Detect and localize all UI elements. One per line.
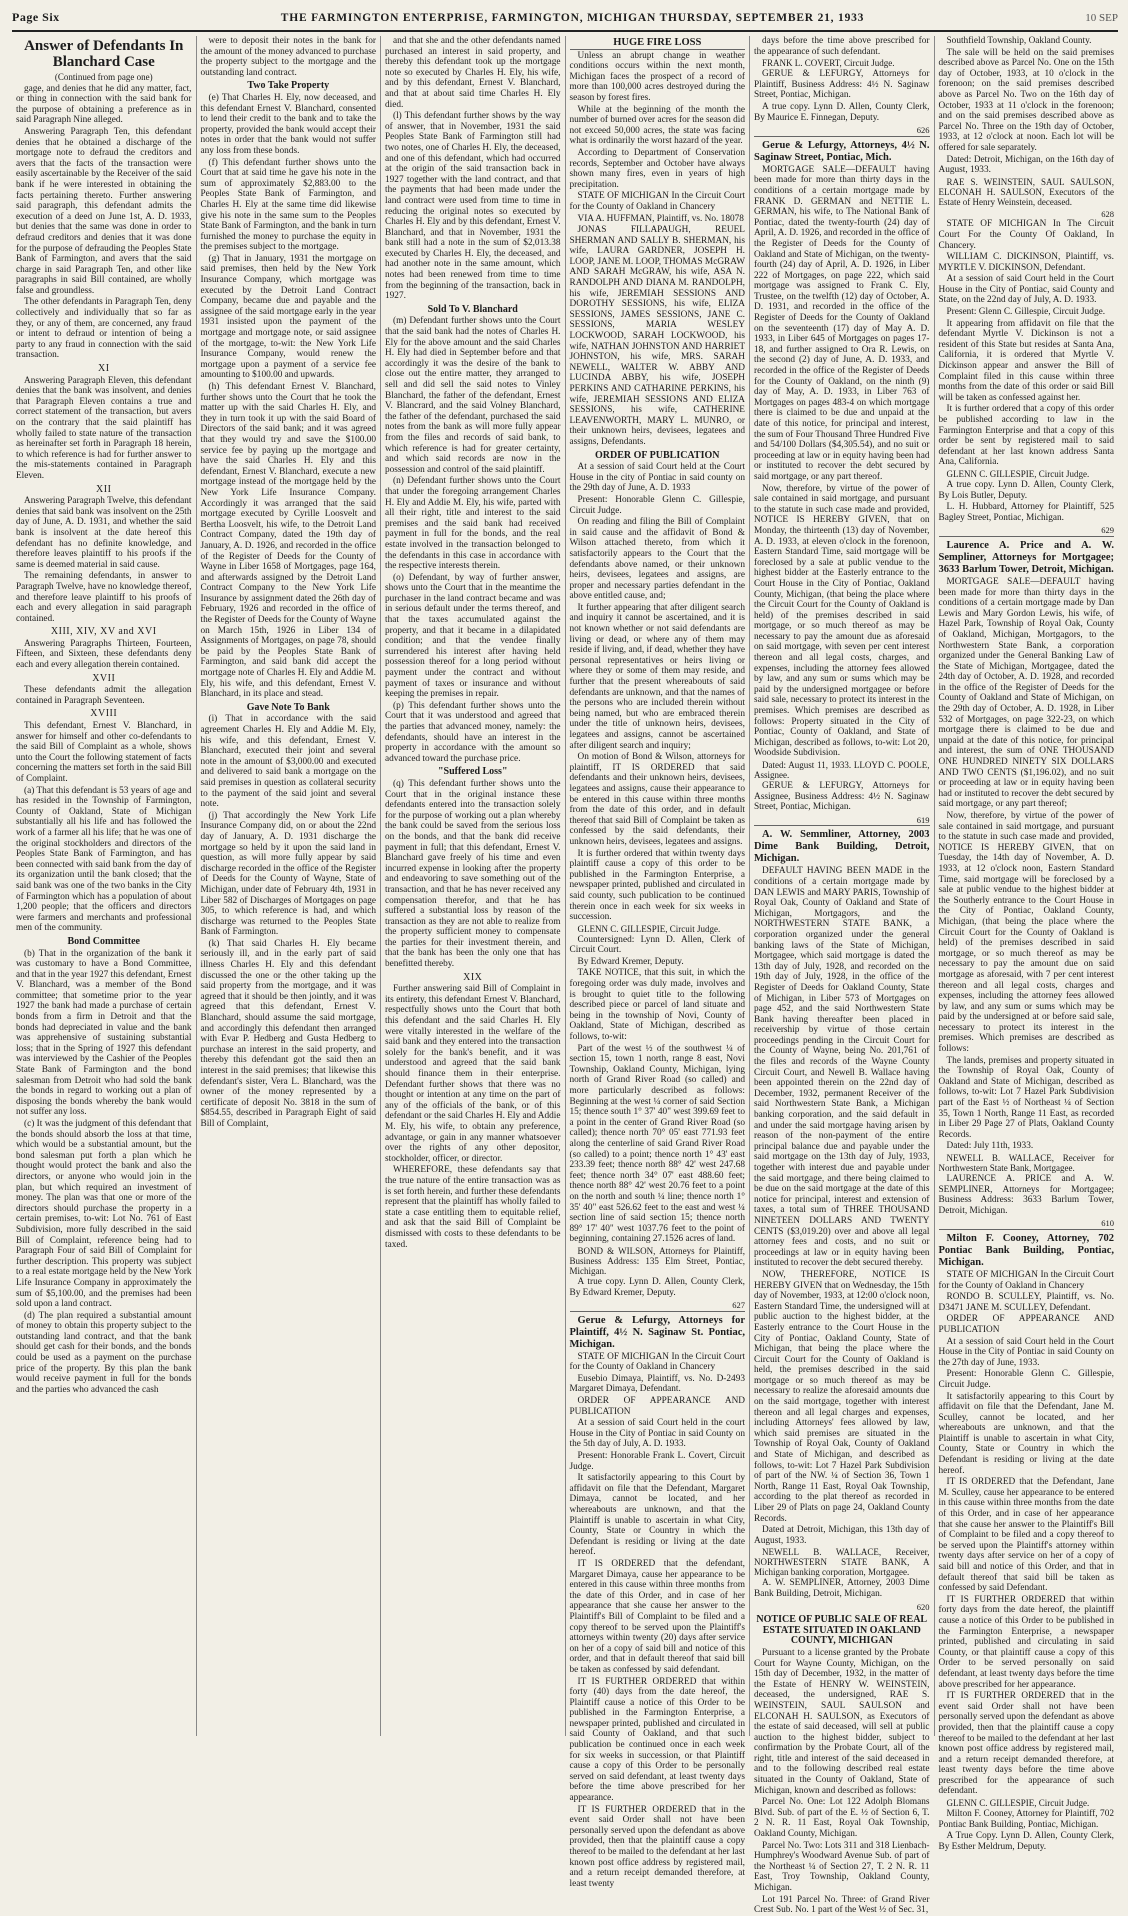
subheading: ORDER OF PUBLICATION: [595, 449, 720, 461]
article-continued-line: (Continued from page one): [54, 72, 153, 82]
column-1: [12, 36, 196, 1736]
paragraph: It further appearing that after diligent search and inquiry it cannot be ascertained, and it is not known whether or not said defendants are living or dead, or where any of them may reside if living, and, if dead, whether they have personal representatives or heirs living or where they or some of them may reside, and further that the present whereabouts of said defendants are unknown, and that the names of the persons who are included therein without being named, but who are embraced therein under the title of unknown heirs, devisees, legatees and assigns, cannot be ascertained after diligent search and inquiry;: [569, 602, 745, 751]
paragraph: IT IS FURTHER ORDERED that within forty days from the date hereof, the plaintiff cause a notice of this Order to be published in the Farmington Enterprise, a newspaper printed, published and circulating in said County, or that plaintiff cause a copy of this Order to be served personally on said defendant, at least twenty days before the time above prescribed for her appearance.: [938, 1594, 1114, 1690]
paragraph: (j) That accordingly the New York Life Insurance Company did, on or about the 22nd day of January, A. D. 1931 discharge the mortgage so held by it upon the said land in question, as will more fully appear by said discharge recorded in the office of the Register of Deeds for the County of Wayne, State of Michigan, under date of February 4th, 1931 in Liber 582 of Discharges of Mortgages on page 305, to which reference is had, and which discharge was returned to the Peoples State Bank of Farmington.: [200, 810, 376, 938]
paragraph-group: [16, 639, 192, 671]
paragraph: (a) That this defendant is 53 years of age and has resided in the Township of Farmington, County of Oakland, State of Michigan substantially all his life and has followed the work of a farmer all his life; that he was one of the original stockholders and directors of the Peoples State Bank of Farmington, and has been connected with said bank from the day of its organization until the bank closed; that the said bank was one of the two banks in the City of Farmington which has a population of about 1,200 people; that the officers and directors were farmers and merchants and professional men of the community.: [16, 785, 192, 934]
paragraph-group: [570, 462, 746, 923]
paragraph: STATE OF MICHIGAN In the Circuit Court for the County of Oakland in Chancery: [569, 1351, 745, 1373]
paragraph: VIA A. HUFFMAN, Plaintiff, vs. No. 18078: [577, 213, 744, 224]
column-3: [380, 36, 565, 1736]
paragraph: The other defendants in Paragraph Ten, deny collectively and individually that so far as they, or any of them, are concerned, any fraud or intent to defraud or intention of being a party to any fraud in connection with the said transaction.: [16, 297, 192, 361]
paragraph: Parcel No. One: Lot 122 Adolph Blomans Blvd. Sub. of part of the E. ½ of Section 6, T. 2 N. R. 11 East, Royal Oak Township, Oakland County, Michigan.: [754, 1797, 930, 1840]
paragraph-group: [16, 496, 192, 624]
paragraph-group: [201, 36, 377, 78]
paragraph: IT IS FURTHER ORDERED that in the event said Order shall not have been personally served upon the defendant as above provided, then that the plaintiff cause a copy thereof to be mailed to the defendant at her last known post office address by registered mail, and a return receipt demanded therefore, at least twenty: [569, 1804, 745, 1889]
paragraph-group: [385, 316, 561, 764]
paragraph-group: [201, 714, 377, 1129]
paragraph: gage, and denies that he did any matter, fact, or thing in connection with the said bank for the purpose of obtaining a preference as in said Paragraph Nine alleged.: [16, 83, 192, 126]
paragraph: Pursuant to a license granted by the Probate Court for Wayne County, Michigan, on the 15th day of December, 1932, in the matter of the Estate of HENRY W. WEINSTEIN, deceased, the undersigned, RAE S. WEINSTEIN, SAUL SAULSON and ELCONAH H. SAULSON, as Executors of the estate of said deceased, will sell at public auction to the highest bidder, subject to confirmation by the Probate Court, all of the right, title and interest of the said deceased in and to the following described real estate situated in the County of Oakland, State of Michigan, known and described as follows:: [754, 1647, 930, 1796]
paragraph: Further answering said Bill of Complaint in its entirety, this defendant Ernest V. Blanchard, respectfully shows unto the Court that both this defendant and the said Charles H. Ely were vitally interested in the welfare of the said bank and they entered into the transaction solely for the bank's benefit, and it was understood and agreed that the said bank should finance them in their enterprise. Defendant further shows that there was no thought or intention at any time on the part of any of the officials of the bank, or of this defendant or the said Charles H. Ely and Addie M. Ely, his wife, to obtain any preference, advantage, or gain in any manner whatsoever over the rights of any other depositor, stockholder, officer, or director.: [385, 984, 561, 1164]
paragraph-group: [16, 376, 192, 482]
paragraph: On reading and filing the Bill of Complaint in said cause and the affidavit of Bond & Wilson attached thereto, from which it satisfactorily appears to the Court that the defendants above named, or their unknown heirs, devisees, legatees and assigns, are proper and necessary parties defendant in the above entitled cause, and;: [569, 517, 745, 602]
signature-line: NEWELL B. WALLACE, Receiver for Northwestern State Bank, Mortgagee.: [938, 1153, 1114, 1173]
paragraph: and that she and the other defendants named purchased an interest in said property, and thereby this defendant took up the mortgage note so executed by Charles H. Ely, his wife, and by this defendant, Ernest V. Blanchard, and that at about said time Charles H. Ely died.: [385, 36, 561, 110]
paragraph: RONDO B. SCULLEY, Plaintiff, vs. No. D3471 JANE M. SCULLEY, Defendant.: [938, 1292, 1114, 1313]
paragraph: At a session of said Court held in the court House in the City of Pontiac in said County on the 5th day of July, A. D. 1933.: [569, 1418, 745, 1450]
subheading: Sold To V. Blanchard: [427, 303, 518, 315]
legal-notice: [939, 219, 1115, 468]
paragraph: Now, therefore, by virtue of the power of sale contained in said mortgage, and pursuant to the statute in such case made and provided, NOTICE IS HEREBY GIVEN, that on Tuesday, the 14th day of November, A. D. 1933, at 12 o'clock noon, Eastern Standard Time, said mortgage will be foreclosed by a sale at public vendue to the highest bidder at the Southerly entrance to the Court House in the City of Pontiac, Oakland County, Michigan, (that being the place where the Circuit Court for the County of Oakland is held) of the premises described in said mortgage, or so much thereof as may be necessary to pay the amount due on said mortgage as aforesaid, with 7 per cent interest thereon and all legal costs, charges and expenses, including the attorney fees allowed by law, and any sum or sums which may be paid by the undersigned at or before said sale, necessary to protect its interest in the premises. Which premises are described as follows:: [938, 811, 1114, 1055]
subheading: Bond Committee: [67, 935, 140, 947]
paragraph: The sale will be held on the said premises described above as Parcel No. One on the 15th day of October, 1933, at 10 o'clock in the forenoon; on the said premises described above as Parcel No. Two on the 16th day of October, 1933 at 11 o'clock in the forenoon; and on the said premises described above as Parcel No. Three on the 19th day of October, 1933, at 12 o'clock at noon. Each lot will be offered for sale separately.: [938, 47, 1114, 153]
page-number: Page Six: [12, 10, 60, 24]
subheading: Two Take Property: [247, 80, 330, 92]
paragraph: It is further ordered that a copy of this order be published according to law in the Farmington Enterprise and that a copy of this order be sent by registered mail to said defendant at her last known address Santa Ana, California.: [938, 404, 1114, 468]
paragraph: IT IS FURTHER ORDERED that in the event said Order shall not have been personally served upon the defendant as above provided, then that the plaintiff cause a copy thereof to be mailed to the defendant at her last known post office address by registered mail, and a return receipt demanded therefore, at least twenty days before the time above prescribed for the appearance of such defendant.: [938, 1691, 1114, 1797]
paragraph-group: [16, 949, 192, 1396]
paragraph-group: [570, 935, 746, 1245]
paragraph: These defendants admit the allegation contained in Paragraph Seventeen.: [16, 685, 192, 706]
section-numeral: XII: [96, 483, 112, 495]
paragraph: Answering Paragraph Ten, this defendant denies that he obtained a discharge of the mortgage note to defraud the creditors and avers that the facts of the transaction were easily ascertainable by the Receiver of the said bank if he were interested in obtaining the facts pertaining thereto. Further answering said paragraph, this defendant admits the execution of a deed on June 1st, A. D. 1933, but denies that the same was done in order to defraud creditors and denies that it was done for the purpose of defrauding the Peoples State Bank of Farmington, and avers that the said charge in said Paragraph Ten, and other like paragraphs in said Bill contained, are wholly false and groundless.: [16, 126, 192, 296]
paragraph: (m) Defendant further shows unto the Court that the said bank had the notes of Charles H. Ely for the above amount and the said Charles H. Ely had died in September before and that accordingly it was the desire of the bank to close out the entire matter, they arranged to sell and did sell the said notes to Vinley Blanchard, the father of the defendant, Ernest V. Blancrard, and the said Volney Blanchard, the father of the defendant, purchased the said notes from the bank as will more fully appear from the files and records of said bank, to which reference is had for greater certainty, and which said records are now in the possession and control of the said plaintiff.: [385, 316, 561, 475]
paragraph: NOW, THEREFORE, NOTICE IS HEREBY GIVEN that on Wednesday, the 15th day of November, 1933, at 12:00 o'clock noon, Eastern Standard Time, the undersigned will at public auction to the highest bidder, at the Easterly entrance to the Court House in the City of Pontiac, Oakland County, State of Michigan, that being the place where the Circuit Court for the County of Oakland is held, the premises described in the said mortgage or so much thereof as may be necessary to realize the aforesaid amounts due on the said mortgage, together with interest thereon and all legal charges and expenses, including Attorneys' fees allowed by law, which said premises are situated in the Township of Royal Oak, County of Oakland and State of Michigan, and described as follows, to-wit: Lot 7 Hazel Park Subdivision of part of the NW. ¼ of Section 36, Town 1 North, Range 11 East, Royal Oak Township, according to the plat thereof as recorded in Liber 29 of Plats on page 24, Oakland County Records.: [754, 1269, 930, 1524]
signature-line: NEWELL B. WALLACE, Receiver, NORTHWESTERN STATE BANK, A Michigan banking corporation, Mortgagee.: [754, 1547, 930, 1578]
paragraph: (e) That Charles H. Ely, now deceased, and this defendant Ernest V. Blanchard, consented to lend their credit to the bank and to take the property, provided the bank would accept their notes in order that the bank would not suffer any loss from these bonds.: [200, 92, 376, 156]
archive-stamp: 10 SEP: [1085, 12, 1118, 24]
paragraph: Present: Glenn C. Gillespie, Circuit Judge.: [946, 307, 1106, 318]
section-numeral: XVII: [92, 672, 116, 684]
attorney-heading: Gerue & Lefurgy, Attorneys, 4½ N. Saginaw Street, Pontiac, Mich.: [754, 136, 930, 164]
news-headline: HUGE FIRE LOSS: [570, 38, 746, 50]
paragraph: Present: Honorable Frank L. Covert, Circuit Judge.: [569, 1451, 745, 1472]
paragraph: (k) That said Charles H. Ely became seriously ill, and in the early part of said illness Charles H. Ely and this defendant discussed the one or the other taking up the said property from the mortgage, and it was agreed that it should be then jointly, and it was agreed that this defendant, Ernest V. Blanchard, should assume the said mortgage, and accordingly this defendant then arranged with Evar P. Hedberg and Gusta Hedberg to purchase an interest in the said property, and thereby this defendant got the said then an interest in the said premises; that likewise this defendant's sister, Vera L. Blanchard, was the owner of the money represented by a certificate of deposit No. 3818 in the sum of $854.55, described in Paragraph Eight of said Bill of Complaint,: [200, 938, 376, 1129]
paragraph: were to deposit their notes in the bank for the amount of the money advanced to purchase the property subject to the mortgage and the outstanding land contract.: [200, 36, 376, 78]
paragraph: Now, therefore, by virtue of the power of sale contained in said mortgage, and pursuant to the statute in such case made and provided, NOTICE IS HEREBY GIVEN, that on Monday, the thirteenth (13) day of November, A. D. 1933, at eleven o'clock in the forenoon, Eastern Standard Time, said mortgage will be foreclosed by a sale at public vendue to the highest bidder at the Easterly entrance to the Court House in the City of Pontiac, Oakland County, Michigan, (that being the place where the Circuit Court for the County of Oakland is held) of the premises described in said mortgage, or so much thereof as may be necessary to pay the amount due as aforesaid on said mortgage, with seven per cent interest thereon and all legal costs, charges, and expenses, including the attorney fees allowed by law, and any sum or sums which may be paid by the undersigned mortgagee or before said sale, necessary to protect its interest in the premises. Which premises are described as follows: Property situated in the City of Pontiac, County of Oakland, and State of Michigan, described as follows, to-wit: Lot 20, Woodside Subdivision.: [754, 483, 930, 759]
paragraph-group: [16, 685, 192, 706]
paragraph: (f) This defendant further shows unto the Court that at said time he gave his note in the sum of approximately $2,883.00 to the Peoples State Bank of Farmington, and Charles H. Ely at the same time did likewise give his note in the same sum to the Peoples State Bank of Farmington, and the bank in turn furnished the money to purchase the equity in the premises subject to the mortgage.: [200, 157, 376, 253]
paragraph: Countersigned: Lynn D. Allen, Clerk of Circuit Court.: [569, 934, 745, 956]
paragraph: At a session of said Court held at the Court House in the city of Pontiac in said county on the 29th day of June, A. D. 1933: [569, 462, 745, 494]
paragraph-group: [385, 984, 561, 1250]
paragraph: MORTGAGE SALE—DEFAULT having been made for more than thirty days in the conditions of a certain mortgage made by FRANK D. GERMAN and NETTIE L. GERMAN, his wife, to The National Bank of Pontiac, dated the twenty-fourth (24) day of April, A. D. 1926, and recorded in the office of the Register of Deeds for the County of Oakland and State of Michigan, on the twenty-fourth (24) day of April, A. D. 1926, in Liber 222 of Mortgages, on page 222, which said mortgage was assigned to Frank C. Ely, Trustee, on the twelfth (12) day of October, A. D. 1931, and recorded in the office of the Register of Deeds for the County of Oakland on the seventeenth (17) day of May A. D. 1933, in Liber 645 of Mortgages on pages 17-18, and further assigned to Ora R. Lewis, on the second (2) day of June, A. D. 1933, and recorded in the office of the Register of Deeds for the County of Oakland, on the ninth (9) day of May, A. D. 1933, in Liber 763 of Mortgages on pages 483-4 on which mortgage there is claimed to be due and unpaid at the date of this notice, for principal and interest, the sum of Four Thousand Three Hundred Five and 54/100 Dollars ($4,305.54), and no suit or proceeding at law or in equity having been had or instituted to recover the debt secured by said mortgage, or any part thereof.: [754, 164, 930, 482]
paragraph: Dated: July 11th, 1933.: [946, 1141, 1034, 1152]
paragraph: (h) This defendant Ernest V. Blanchard, further shows unto the Court that he took the matter up with the said Charles H. Ely, and they in turn took it up with the said Board of Directors of the said bank; and it was agreed that they would try and save the $100.00 service fee by paying up the mortgage and have the said Charles H. Ely and this defendant, Ernest V. Blanchard, execute a new mortgage instead of the mortgage held by the New York Life Insurance Company. Accordingly it was arranged that the said mortgage executed by Cyrille Loosvelt and Bertha Loosvelt, his wife, to the Detroit Land Contract Company, dated the 19th day of January, A. D. 1926, and recorded in the office of the Register of Deeds for the County of Wayne in Liber 1658 of Mortgages, page 164, and afterwards assigned by the Detroit Land Contract Company to the New York Life Insurance by assignment dated the 26th day of February, 1926 and recorded in the office of the Register of Deeds for the County of Wayne on March 15th, 1926 in Liber 134 of Assignments of Mortgages, on page 78, should be paid by the Peoples State Bank of Farmington, and said bank did accept the mortgage note of Charles H. Ely and Addie M. Ely, his wife, and this defendant, Ernest V. Blanchard, in its place and stead.: [200, 382, 376, 700]
signature-line: BOND & WILSON, Attorneys for Plaintiff, Business Address: 135 Elm Street, Pontiac, Michigan.: [569, 1245, 745, 1276]
paragraph: A true copy. Lynn D. Allen, County Clerk, By Lois Butler, Deputy.: [938, 479, 1114, 501]
paragraph-group: [16, 721, 192, 934]
paragraph-group: [939, 480, 1115, 523]
paragraph: (g) That in January, 1931 the mortgage on said premises, then held by the New York Insurance Company, which mortgage was executed by the Detroit Land Contract Company, became due and payable and the assignee of the said mortgage early in the year 1931 insisted upon the payment of the mortgage and mortgage note, or said assignee of the mortgage, to-wit: the New York Life Insurance Company, would renew the mortgage upon a payment of a service fee amounting to $100.00 and upwards.: [200, 253, 376, 381]
paragraph: (i) That in accordance with the said agreement Charles H. Ely and Addie M. Ely, his wife, and this defendant, Ernest V. Blanchard, executed their joint and several note in the amount of $3,000.00 and executed and delivered to said bank a mortgage on the said premises in question as collateral security to the payment of the said joint and several note.: [200, 714, 376, 810]
paragraph-group: [939, 1174, 1115, 1216]
notice-number: 628: [1101, 208, 1114, 219]
paragraph: Answering Paragraph Twelve, this defendant denies that said bank was insolvent on the 25th day of June, A. D. 1931, and whether the said bank is insolvent at the date hereof this defendant has no definite knowledge, and therefore leaves plaintiff to his proofs if the same is deemed material in said cause.: [16, 496, 192, 570]
attorney-heading: Laurence A. Price and A. W. Sempliner, Attorneys for Mortgagee; 3633 Barlum Tower, Detroit, Michigan.: [939, 536, 1115, 576]
column-4: [565, 36, 750, 1889]
legal-notice: [570, 1352, 746, 1890]
paragraph: (q) This defendant further shows unto the Court that in the original instance these defendants entered into the transaction solely for the purpose of working out a plan whereby the bank could be saved from the serious loss on the bonds, and that the bank did receive payment in full; that this defendant, Ernest V. Blanchard gave freely of his time and even incurred expense in looking after the property and endeavoring to save something out of the transaction, and that he has never received any compensation therefor, and that he has suffered a substantial loss by reason of the transaction as they are not able to realize from the property sufficient money to compensate the parties for their investment therein, and that the bank has been the only one that has benefitted thereby.: [385, 778, 561, 970]
signature-line: GLENN C. GILLESPIE, Circuit Judge.: [946, 1798, 1090, 1809]
paragraph-group: [754, 781, 930, 813]
paragraph: By Edward Kremer, Deputy.: [577, 956, 684, 967]
article-headline: Answer of Defendants In Blanchard Case: [24, 38, 184, 70]
notice-number: 619: [916, 814, 930, 825]
paragraph-group: [754, 1648, 930, 1916]
paragraph: Dated at Detroit, Michigan, this 13th day of August, 1933.: [754, 1525, 930, 1546]
paragraph: (p) This defendant further shows unto the Court that it was understood and agreed that the parties that advanced money, namely: the defendants, should have an interest in the property in accordance with the amount so advanced toward the purchase price.: [385, 700, 561, 764]
paragraph-group: [939, 36, 1115, 176]
paragraph: This defendant, Ernest V. Blanchard, in answer for himself and other co-defendants to the said Bill of Complaint as a whole, shows unto the Court the following statement of facts concerning the matters set forth in the said Bill of Complaint.: [16, 721, 192, 784]
paragraph: Part of the west ½ of the southwest ¼ of section 15, town 1 north, range 8 east, Novi Township, Oakland County, Michigan, lying north of Grand River Road (so called) and more particularly described as follows: Beginning at the west ¼ corner of said Section 15; thence south 1° 37' 40" west 399.69 feet to a point in the center of Grand River Road (so called); thence north 70° 05' east 771.93 feet along the centerline of said Grand River Road (so called) to a point; thence north 1° 43' east 233.39 feet; thence north 88° 42' west 247.68 feet; thence north 34° 07' east 488.60 feet; thence north 88° 42' west 20.76 feet to a point on the north and south ¼ line; thence north 1° 35' 40" east 526.62 feet to the east and west ¼ section line of said section 15; thence north 89° 17' 40" west 1037.76 feet to the point of beginning, containing 27.1526 acres of land.: [569, 1043, 745, 1245]
paragraph: TAKE NOTICE, that this suit, in which the foregoing order was duly made, involves and is brought to quiet title to the following described piece or parcel of land situate and being in the township of Novi, County of Oakland, State of Michigan, described as follows, to-wit:: [569, 968, 745, 1043]
notice-number: 626: [916, 125, 930, 136]
paragraph: STATE OF MICHIGAN In the Circuit Court for the County of Oakland in Chancery: [938, 1269, 1114, 1291]
subheading: Gave Note To Bank: [246, 701, 330, 713]
paragraph: It satisfactorily appearing to this Court by affidavit on file that the Defendant, Jane M. Sculley, cannot be located, and her whereabouts are unknown, and that the Plaintiff is unable to ascertain in what City, County, State or Country in which the Defendant is residing or living at the date hereof.: [938, 1391, 1114, 1476]
section-numeral: XI: [97, 363, 110, 375]
section-numeral: XVIII: [90, 708, 118, 720]
paragraph: (c) It was the judgment of this defendant that the bonds should absorb the loss at that time, which would be a substantial amount, but the bond salesman put forth a plan which he thought would protect the bank and also the directors, or anyone who would join in the plan, but which required an investment of money. The plan was that one or more of the directors should purchase the property in a certain premises, to-wit: Lot No. 761 of East Subdivision, more fully described in the said Bill of Complaint, reference being had to Paragraph Four of said Bill of Complaint for further description. This property was subject to a real estate mortgage held by the New York Life Insurance Company in approximately the sum of $5,100.00, and the premises had been sold upon a land contract.: [16, 1119, 192, 1310]
paragraph-group: [570, 51, 746, 191]
paragraph-group: [201, 93, 377, 700]
paragraph: It satisfactorily appearing to this Court by affidavit on file that the Defendant, Margaret Dimaya, cannot be located, and her whereabouts are unknown, and that the Plaintiff is unable to ascertain in what City, County, State or Country in which the Defendant is residing or living at the date hereof.: [569, 1473, 745, 1558]
paragraph: IT IS ORDERED that the defendant, Margaret Dimaya, cause her appearance to be entered in this cause within three months from the date of this Order, and in case of her appearance that she cause her answer to the Plaintiff's Bill of Complaint to be filed and a copy thereof to be served upon the Plaintiff's attorneys within twenty (20) days after service on her of a copy of said bill and notice of this order, and that in default thereof that said bill be taken as confessed by said defendant.: [569, 1558, 745, 1675]
signature-line: GLENN C. GILLESPIE, Circuit Judge.: [577, 923, 721, 934]
paragraph: Parcel No. Two: Lots 311 and 318 Lienbach-Humphrey's Woodward Avenue Sub. of part of the Northeast ¼ of Section 27, T. 2 N. R. 11 East, Troy Township, Oakland County, Michigan.: [754, 1840, 930, 1893]
paragraph-group: [754, 69, 930, 123]
signature-line: GLENN C. GILLESPIE, Circuit Judge.: [946, 468, 1090, 479]
paragraph-group: [385, 779, 561, 970]
paragraph: MORTGAGE SALE—DEFAULT having been made for more than thirty days in the conditions of a certain mortgage made by Dan Lewis and Mary Gordon Lewis, his wife, of Hazel Park, Township of Royal Oak, County of Oakland, Michigan, Mortgagors, to the Northwestern State Bank, a corporation organized under the General Banking Law of the State of Michigan, Mortgagee, dated the 24th day of October, A. D. 1928, and recorded in the office of the Register of Deeds for the County of Oakland and State of Michigan, on the 29th day of October, A. D. 1928, in Liber 532 of Mortgages, on page 322-23, on which mortgage there is claimed to be due and unpaid at the date of this notice, for principal and interest, the sum of ONE THOUSAND ONE HUNDRED NINETY SIX DOLLARS AND TWO CENTS ($1,196.02), and no suit or proceeding at law or in equity having been had or instituted to recover the debt secured by said mortgage, or any part thereof;: [938, 576, 1114, 810]
paragraph: JONAS FILLAPAUGH, REUEL SHERMAN AND SALLY B. SHERMAN, his wife, LAURA GARDNER, JOSEPH H. LOOP, JANE M. LOOP, THOMAS McGRAW AND SARAH McGRAW, his wife, ASA N. RANDOLPH AND DIANA M. RANDOLPH, his wife, JEREMIAH SESSIONS AND DOROTHY SESSIONS, his wife, ELIZA SESSIONS, JAMES SESSIONS, JANE C. SESSIONS, MARIA WESLEY LOCKWOOD, SARAH LOCKWOOD, his wife, NATHAN JOHNSTON AND HARRIET JOHNSTON, his wife, MRS. SARAH NEWELL, WALTER W. ABBY AND LUCINDA ABBY, his wife, JOSEPH PERKINS AND CATHARINE PERKINS, his wife, JEREMIAH SESSIONS AND ELIZA SESSIONS, his wife, CATHERINE LEAVENWORTH, MARY L. MUNRO, or their unknown heirs, devisees, legatees and assigns, Defendants.: [569, 225, 745, 447]
paragraph: L. H. Hubbard, Attorney for Plaintiff, 525 Bagley Street, Pontiac, Michigan.: [938, 502, 1114, 523]
column-grid: [12, 36, 1118, 1916]
attorney-heading: Milton F. Cooney, Attorney, 702 Pontiac Bank Building, Pontiac, Michigan.: [939, 1229, 1115, 1269]
paragraph: DEFAULT HAVING BEEN MADE in the conditions of a certain mortgage made by DAN LEWIS and MARY PARIS, Township of Royal Oak, County of Oakland and State of Michigan, Mortgagors, and the NORTHWESTERN STATE BANK, a corporation organized under the general banking laws of the State of Michigan, Mortgagee, which said mortgage is dated the 13th day of July, 1928, and recorded on the 19th day of July, 1928, in the office of the Register of Deeds for Oakland County, State of Michigan, in Liber 573 of Mortgages on page 452, and the said Northwestern State Bank having thereafter been placed in receivership by virtue of those certain proceedings pending in the Circuit Court for the County of Wayne, being No. 201,761 of the files and records of the Wayne County Circuit Court, and Newell B. Wallace having been appointed therein on the 22nd day of December, 1932, permanent Receiver of the said Northwestern State Bank, a Michigan banking corporation, and the said default in and under the said mortgage having arisen by reason of the non-payment of the entire principal balance due and payable under the said mortgage on the 13th day of July, 1933, together with interest due and payable under the said mortgage, and there being claimed to be due on the said mortgage at the date of this notice for principal, interest and extension of taxes, a total sum of THREE THOUSAND NINETEEN DOLLARS AND TWENTY CENTS ($3,019.20) over and above all legal attorney fees and costs, and no suit or proceedings at law or in equity having been instituted to recover the debt secured thereby.: [754, 866, 930, 1269]
paragraph: According to Department of Conservation records, September and October have always shown many fires, even in years of high precipitation.: [569, 147, 745, 190]
legal-notice: [570, 191, 746, 447]
column-6: [934, 36, 1119, 1852]
paragraph: A True Copy. Lynn D. Allen, County Clerk, By Esther Meldrum, Deputy.: [938, 1831, 1114, 1852]
paragraph: Milton F. Cooney, Attorney for Plaintiff, 702 Pontiac Bank Building, Pontiac, Michigan.: [938, 1809, 1114, 1830]
paragraph: The lands, premises and property situated in the Township of Royal Oak, County of Oakland and State of Michigan, described as follows, to-wit: Lot 7 Hazel Park Subdivision part of the East ½ of Northeast ¼ of Section 35, Town 1 North, Range 11 East, as recorded in Liber 29 Page 27 of Plats, Oakland County Records.: [938, 1055, 1114, 1140]
paragraph: Lot 191 Parcel No. Three: of Grand River Crest Sub. No. 1 part of the West ½ of Sec. 31,: [754, 1894, 930, 1916]
paragraph-group: [754, 36, 930, 57]
paragraph: It appearing from affidavit on file that the defendant Myrtle V. Dickinson is not a resident of this State but resides at Santa Ana, California, it is ordered that Myrtle V. Dickinson appear and answer the Bill of Complaint filed in this cause within three months from the date of this order or said Bill will be taken as confessed against her.: [938, 318, 1114, 403]
notice-number: 610: [1101, 1218, 1114, 1229]
subheading: NOTICE OF PUBLIC SALE OF REAL ESTATE SITUATED IN OAKLAND COUNTY, MICHIGAN: [756, 1614, 928, 1647]
section-numeral: XIII, XIV, XV and XVI: [50, 626, 157, 638]
column-5: [749, 36, 934, 1916]
paragraph-group: [754, 866, 930, 1546]
paragraph: ORDER OF APPEARANCE AND PUBLICATION: [569, 1396, 745, 1417]
paragraph-group: [754, 1578, 930, 1599]
paragraph: GERUE & LEFURGY, Attorneys for Assignee, Business Address: 4½ N. Saginaw Street, Pontiac, Michigan.: [754, 781, 930, 813]
paragraph: A. W. SEMPLINER, Attorney, 2003 Dime Bank Building, Detroit, Michigan.: [754, 1578, 930, 1599]
paragraph-group: [385, 36, 561, 302]
signature-line: Dated: August 11, 1933. LLOYD C. POOLE, Assignee.: [754, 760, 930, 780]
paragraph: It is further ordered that within twenty days plaintiff cause a copy of this order to be published in the Farmington Enterprise, a newspaper printed, published and circulated in said county, such publication to be continued therein once in each week for six weeks in succession.: [569, 848, 745, 923]
paragraph: A true copy. Lynn D. Allen, County Clerk, By Edward Kremer, Deputy.: [569, 1276, 745, 1298]
paragraph: Answering Paragraph Eleven, this defendant denies that the bank was insolvent, and denies that Paragraph Eleven contains a true and correct statement of the transaction, but avers on the contrary that the said plaintiff has wholly failed to state nature of the transaction as hereinafter set forth in Paragraph 18 herein, to which reference is had for further answer to the mis-statements contained in Paragraph Eleven.: [16, 375, 192, 481]
newspaper-title: THE FARMINGTON ENTERPRISE, FARMINGTON, MICHIGAN THURSDAY, SEPTEMBER 21, 1933: [280, 12, 865, 24]
paragraph: ORDER OF APPEARANCE AND PUBLICATION: [938, 1314, 1114, 1335]
paragraph: (b) That in the organization of the bank it was customary to have a Bond Committee, and that in the year 1927 this defendant, Ernest V. Blanchard, was a member of the Bond committee; that sometime prior to the year 1927 the bank had made a purchase of certain bonds from a firm in Detroit and that the bonds had depreciated in value and the bank was apprehensive of sustaining substantial loss; that in the Spring of 1927 this defendant was interviewed by the Cashier of the Peoples State Bank of Farmington and the bond salesman from Detroit who had sold the bank the bonds in regard to working out a plan of disposing the bonds whereby the bank would not suffer any loss.: [16, 948, 192, 1118]
signature-line: RAE S. WEINSTEIN, SAUL SAULSON, ELCONAH H. SAULSON, Executors of the Estate of Henry Weinstein, deceased.: [938, 176, 1114, 207]
signature-line: FRANK L. COVERT, Circuit Judge.: [762, 58, 895, 69]
paragraph: STATE OF MICHIGAN In The Circuit Court For the County Of Oakland, In Chancery.: [938, 219, 1114, 251]
notice-number: 629: [1101, 525, 1114, 536]
paragraph: (l) This defendant further shows by the way of answer, that in November, 1931 the said Peoples State Bank of Farmington still had two notes, one of Charles H. Ely, the deceased, and one of this defendant, which had occurred at the origin of the said transaction back in 1927 together with the land contract, and that the payments that had been made under the land contract were used from time to time in reducing the original notes so executed by Charles H. Ely and by this defendant, Ernest V. Blanchard, and that in November, 1931 the bank still had a note in the sum of $2,013.38 executed by Charles H. Ely, the deceased, and had another note in the same amount, which notes had been renewed from time to time from the beginning of the transaction, back in 1927.: [385, 111, 561, 302]
paragraph: Answering Paragraphs Thirteen, Fourteen, Fifteen, and Sixteen, these defendants deny each and every allegation therein contained.: [16, 638, 192, 671]
paragraph: (o) Defendant, by way of further answer, shows unto the Court that in the meantime the purchaser in the land contract became and was in serious default under the terms thereof, and that the taxes accumulated against the property, and that it became in a dilapidated condition; and that the vendee finally surrendered his interest after having held possession thereof for a long period without payment under the contract and without payment of taxes or insurance and without keeping the premises in repair.: [385, 572, 561, 700]
page-masthead: [12, 6, 1118, 32]
subheading: "Suffered Loss": [437, 766, 508, 778]
paragraph-group: [939, 577, 1115, 1152]
paragraph: Eusebio Dimaya, Plaintiff, vs. No. D-2493 Margaret Dimaya, Defendant.: [569, 1373, 745, 1395]
attorney-heading: A. W. Semmliner, Attorney, 2003 Dime Bank Building, Detroit, Michigan.: [754, 825, 930, 865]
paragraph: LAURENCE A. PRICE and A. W. SEMPLINER, Attorneys for Mortgagee; Business Address: 3633 Barlum Tower, Detroit, Michigan.: [938, 1174, 1114, 1216]
paragraph: WILLIAM C. DICKINSON, Plaintiff, vs. MYRTLE V. DICKINSON, Defendant.: [938, 252, 1114, 273]
paragraph: Unless an abrupt change in weather conditions occurs within the next month, Michigan faces the prospect of a record of more than 100,000 acres destroyed during the season by forest fires.: [569, 50, 745, 103]
paragraph: A true copy. Lynn D. Allen, County Clerk, By Maurice E. Finnegan, Deputy.: [754, 101, 930, 123]
paragraph: IT IS ORDERED that the Defendant, Jane M. Sculley, cause her appearance to be entered in this cause within three months from the date of this Order, and in case of her appearance that she cause her answer to the Plaintiff's Bill of Complaint to be filed and a copy thereof to be served upon the Plaintiff's attorney within twenty days after service on her of a copy of said bill and notice of this Order, and that in default thereof that said bill be taken as confessed by said Defendant.: [938, 1477, 1114, 1594]
paragraph: Southfield Township, Oakland County.: [946, 36, 1092, 46]
paragraph: Present: Honorable Glenn C. Gillespie, Circuit Judge.: [569, 494, 745, 516]
column-2: [196, 36, 381, 1736]
paragraph-group: [16, 84, 192, 361]
paragraph: On motion of Bond & Wilson, attorneys for plaintiff, IT IS ORDERED that said defendants and their unknown heirs, devisees, legatees and assigns, cause their appearance to be entered in this cause within three months from the date of this order, and in default thereof that said Bill of Complaint be taken as confessed by the said defendants, their unknown heirs, devisees, legatees and assigns.: [569, 752, 745, 847]
paragraph: The remaining defendants, in answer to Paragraph Twelve, have no knowledge thereof, and therefore leave plaintiff to his proofs of each and every allegation in said paragraph contained.: [16, 571, 192, 624]
paragraph: At a session of said Court held in the Court House in the City of Pontiac in said County on the 27th day of June, 1933.: [938, 1336, 1114, 1368]
notice-number: 620: [916, 1601, 930, 1612]
paragraph: STATE OF MICHIGAN In the Circuit Court for the County of Oakland in Chancery: [569, 191, 745, 212]
paragraph: WHEREFORE, these defendants say that the true nature of the entire transaction was as is set forth herein, and further these defendants represent that the plaintiff has wholly failed to state a case entitling them to equitable relief, and ask that the said Bill of Complaint be dismissed with costs to these defendants to be taxed.: [385, 1165, 561, 1250]
notice-number: 627: [732, 1300, 745, 1311]
paragraph: days before the time above prescribed for the appearance of such defendant.: [754, 36, 930, 57]
paragraph: IT IS FURTHER ORDERED that within forty (40) days from the date hereof, the Plaintiff cause a notice of this Order to be published in the Farmington Enterprise, a newspaper printed, published and circulated in said County of Oakland, and that such publication be continued once in each week for six weeks in succession, or that Plaintiff cause a copy of this Order to be personally served on said defendant, at least twenty days before the time above prescribed for her appearance.: [569, 1676, 745, 1804]
paragraph: (n) Defendant further shows unto the Court that under the foregoing arrangement Charles H. Ely and Addie M. Ely, his wife, parted with all their right, title and interest to the said premises and the said bank had received payment in full for the bonds, and the real estate involved in the transaction belonged to the defendants in this case in accordance with the respective interests therein.: [385, 476, 561, 572]
legal-notice: [939, 1270, 1115, 1797]
paragraph-group: [754, 165, 930, 759]
paragraph: Dated: Detroit, Michigan, on the 16th day of August, 1933.: [938, 154, 1114, 176]
section-numeral: XIX: [463, 971, 483, 983]
paragraph: Present: Honorable Glenn C. Gillespie, Circuit Judge.: [938, 1369, 1114, 1390]
paragraph: At a session of said Court held in the Court House in the City of Pontiac, said County and State, on the 22nd day of July, A. D. 1933.: [938, 274, 1114, 306]
paragraph: GERUE & LEFURGY, Attorneys for Plaintiff, Business Address: 4½ N. Saginaw Street, Pontiac, Michigan.: [754, 69, 930, 101]
paragraph: While at the beginning of the month the number of burned over acres for the season did not exceed 50,000 acres, the state was facing what is ordinarily the worst hazard of the year.: [569, 104, 745, 147]
paragraph: (d) The plan required a substantial amount of money to obtain this property subject to the outstanding land contract, and that the bank should get cash for their bonds, and the bonds could be used as a payment on the purchase price of the property. By this plan the bank would receive payment in full for the bonds and the parties who advanced the cash: [16, 1310, 192, 1395]
paragraph-group: [570, 1277, 746, 1298]
attorney-heading: Gerue & Lefurgy, Attorneys for Plaintiff, 4½ N. Saginaw St. Pontiac, Michigan.: [570, 1311, 746, 1351]
paragraph-group: [939, 1809, 1115, 1852]
